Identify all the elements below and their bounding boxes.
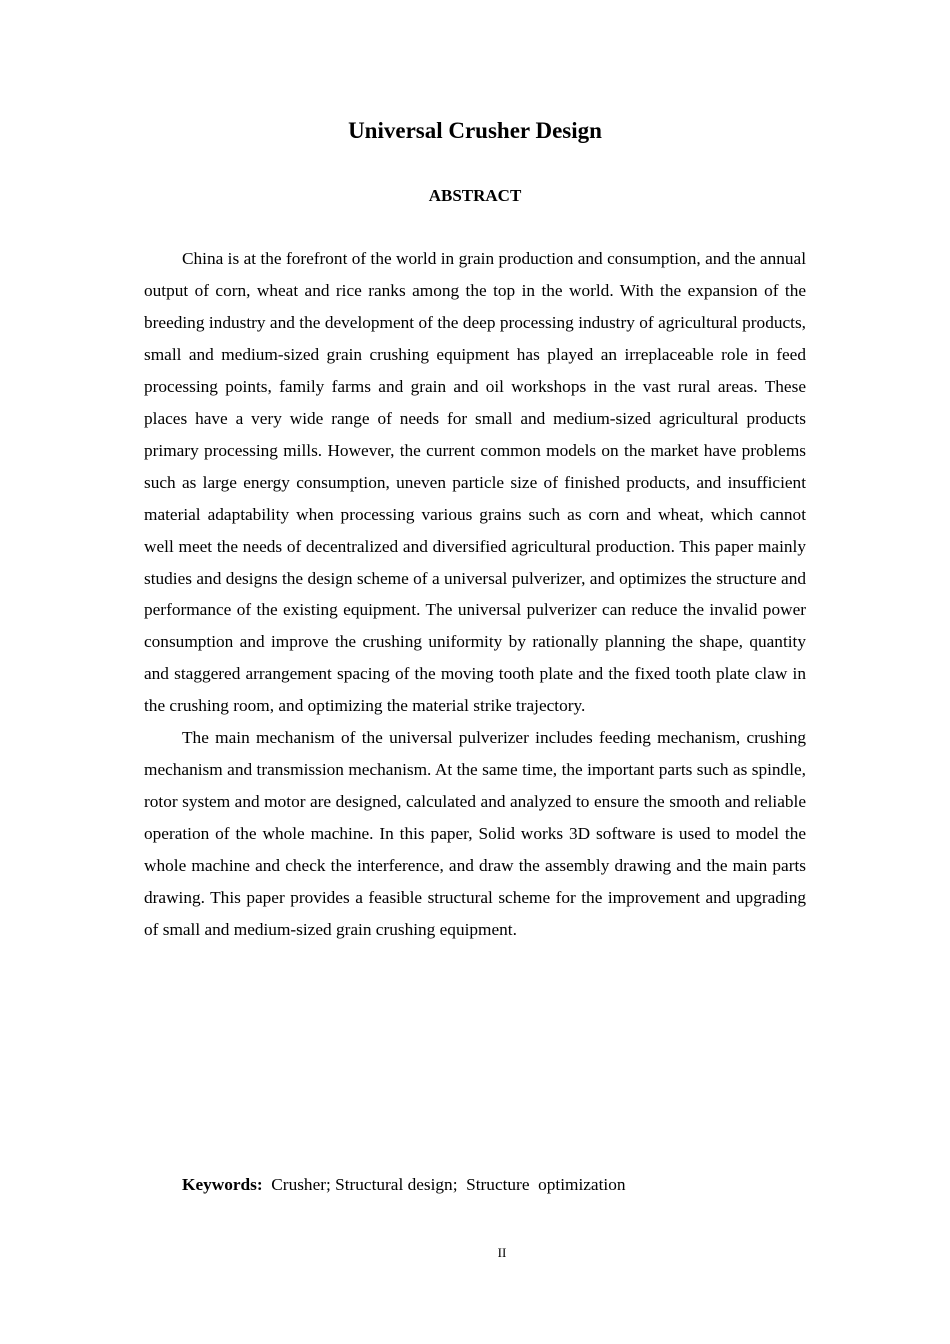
document-title: Universal Crusher Design <box>348 118 602 143</box>
abstract-body <box>144 243 806 946</box>
keywords-label: Keywords: <box>182 1175 263 1194</box>
keywords-value: Crusher; Structural design; Structure optimization <box>271 1175 626 1194</box>
keywords-line <box>182 1169 806 1200</box>
abstract-heading: ABSTRACT <box>428 186 522 205</box>
abstract-paragraph-2: The main mechanism of the universal pulverizer includes feeding mechanism, crushing mechanism and transmission mechanism. At the same time, the important parts such as spindle, rotor system and motor are designed, calculated and analyzed to ensure the smooth and reliable operation of the whole machine. In this paper, Solid works 3D software is used to model the whole machine and check the interference, and draw the assembly drawing and the main parts drawing. This paper provides a feasible structural scheme for the improvement and upgrading of small and medium-sized grain crushing equipment. <box>144 728 806 940</box>
page-number: II <box>497 1245 507 1260</box>
abstract-paragraph-1: China is at the forefront of the world in grain production and consumption, and the annual output of corn, wheat and rice ranks among the top in the world. With the expansion of the breeding industry and the development of the deep processing industry of agricultural products, small and medium-sized grain crushing equipment has played an irreplaceable role in feed processing points, family farms and grain and oil workshops in the vast rural areas. These places have a very wide range of needs for small and medium-sized agricultural products primary processing mills. However, the current common models on the market have problems such as large energy consumption, uneven particle size of finished products, and insufficient material adaptability when processing various grains such as corn and wheat, which cannot well meet the needs of decentralized and diversified agricultural production. This paper mainly studies and designs the design scheme of a universal pulverizer, and optimizes the structure and performance of the existing equipment. The universal pulverizer can reduce the invalid power consumption and improve the crushing uniformity by rationally planning the shape, quantity and staggered arrangement spacing of the moving tooth plate and the fixed tooth plate claw in the crushing room, and optimizing the material strike trajectory. <box>144 249 806 716</box>
